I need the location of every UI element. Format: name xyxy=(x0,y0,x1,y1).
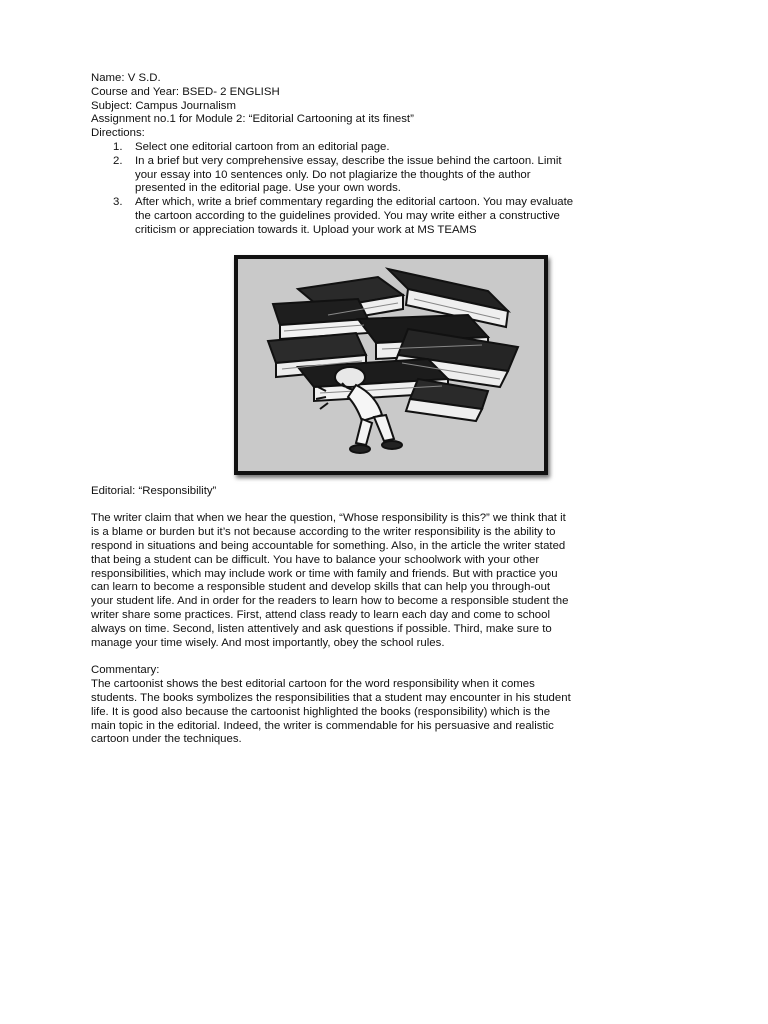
editorial-title: Editorial: “Responsibility” xyxy=(91,484,217,497)
direction-item xyxy=(91,141,681,155)
editorial-line: respond in situations and being accountable for something. Also, in the article the writer stated xyxy=(91,539,566,552)
direction-line: the cartoon according to the guidelines provided. You may write either a constructive xyxy=(135,209,560,222)
directions-list xyxy=(91,141,681,238)
commentary-line: The cartoonist shows the best editorial cartoon for the word responsibility when it comes xyxy=(91,678,535,691)
editorial-cartoon-image xyxy=(234,255,548,475)
direction-number: 2. xyxy=(113,154,123,167)
direction-line: criticism or appreciation towards it. Upload your work at MS TEAMS xyxy=(135,223,477,236)
direction-item xyxy=(91,155,681,196)
direction-line: presented in the editorial page. Use your own words. xyxy=(135,182,401,195)
direction-line: Select one editorial cartoon from an editorial page. xyxy=(135,140,390,153)
editorial-line: your student life. And in order for the readers to learn how to become a responsible student the xyxy=(91,595,569,608)
direction-item xyxy=(91,196,681,237)
direction-number: 3. xyxy=(113,196,123,209)
direction-number: 1. xyxy=(113,140,123,153)
editorial-summary-paragraph xyxy=(91,512,681,650)
cartoon-student-carrying-books-image xyxy=(238,259,544,471)
commentary-title: Commentary: xyxy=(91,664,160,677)
commentary-line: cartoon under the techniques. xyxy=(91,733,242,746)
editorial-line: can learn to become a responsible student and develop skills that can help you through-out xyxy=(91,581,551,594)
editorial-line: manage your time wisely. And most importantly, obey the school rules. xyxy=(91,636,445,649)
direction-line: After which, write a brief commentary regarding the editorial cartoon. You may evaluate xyxy=(135,196,574,209)
editorial-line: The writer claim that when we hear the question, “Whose responsibility is this?” we think that it xyxy=(91,512,566,525)
student-name: Name: V S.D. xyxy=(91,72,161,84)
editorial-line: always on time. Second, listen attentively and ask questions if possible. Third, make sure to xyxy=(91,622,552,635)
editorial-line: responsibilities, which may include work or time with family and friends. But with practice you xyxy=(91,567,558,580)
commentary-line: main topic in the editorial. Indeed, the writer is commendable for his persuasive and realistic xyxy=(91,719,554,732)
course-and-year: Course and Year: BSED- 2 ENGLISH xyxy=(91,85,280,98)
editorial-line: writer share some practices. First, attend class ready to learn each day and come to school xyxy=(91,608,551,621)
document-page xyxy=(91,72,681,747)
directions-label: Directions: xyxy=(91,127,145,140)
editorial-line: that being a student can be difficult. You have to balance your schoolwork with your other xyxy=(91,553,540,566)
editorial-line: is a blame or burden but it’s not because according to the writer responsibility is the ability to xyxy=(91,526,556,539)
subject: Subject: Campus Journalism xyxy=(91,99,236,112)
commentary-paragraph xyxy=(91,678,681,747)
direction-line: In a brief but very comprehensive essay, describe the issue behind the cartoon. Limit xyxy=(135,154,562,167)
commentary-line: life. It is good also because the cartoonist highlighted the books (responsibility) which is the xyxy=(91,705,551,718)
assignment-title: Assignment no.1 for Module 2: “Editorial Cartooning at its finest” xyxy=(91,113,414,126)
direction-line: your essay into 10 sentences only. Do not plagiarize the thoughts of the author xyxy=(135,168,531,181)
commentary-line: students. The books symbolizes the responsibilities that a student may encounter in his student xyxy=(91,691,571,704)
